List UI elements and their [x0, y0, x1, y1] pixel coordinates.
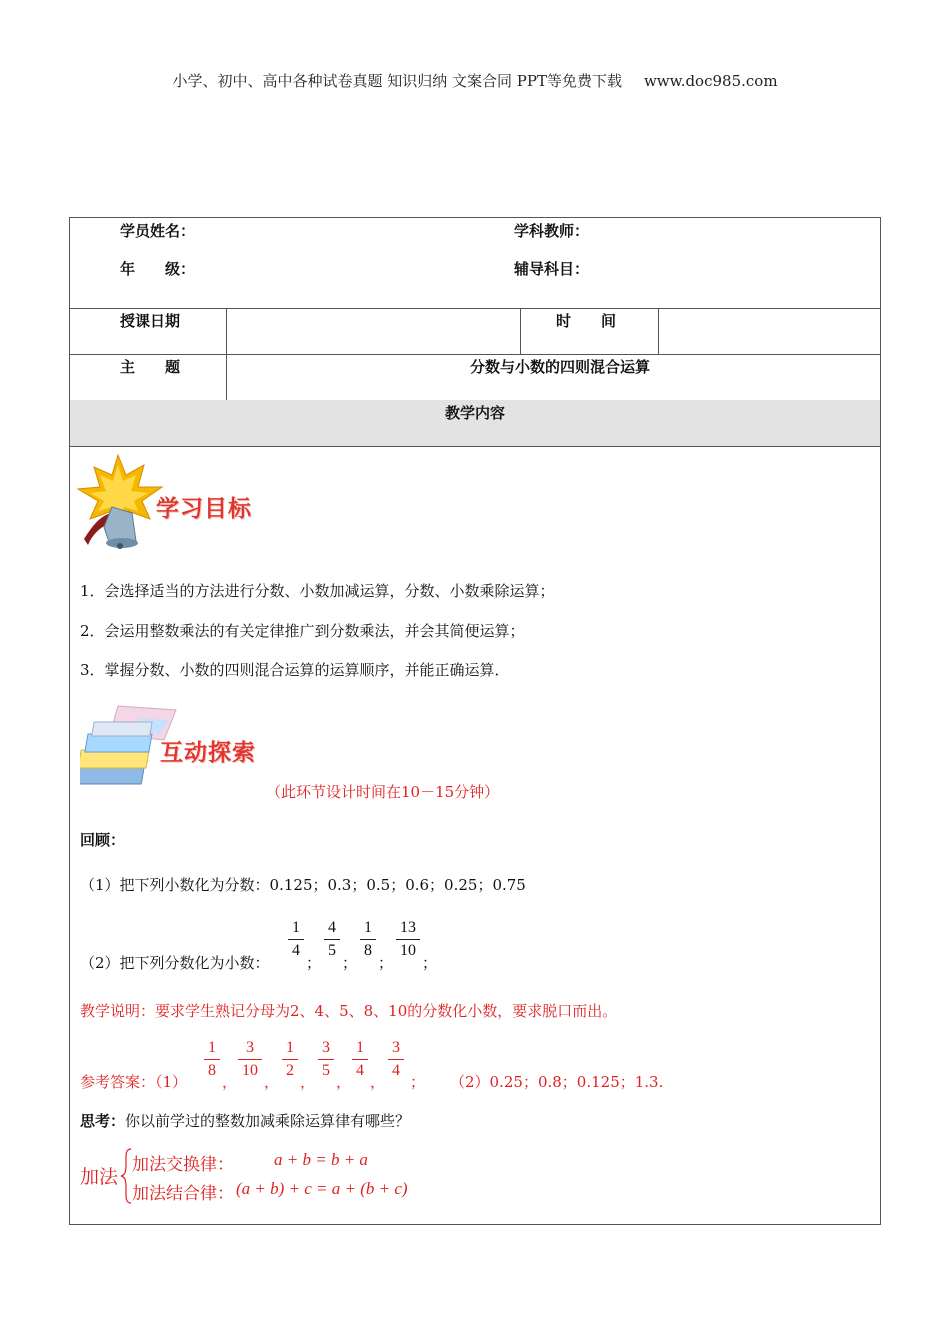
brace-icon — [120, 1148, 132, 1204]
section1-banner: 学习目标 — [156, 496, 252, 522]
law1-name: 加法交换律： — [132, 1155, 234, 1175]
page-header — [0, 70, 950, 91]
law-group-label: 加法 — [80, 1166, 119, 1188]
answer-part2: （2）0.25；0.8；0.125；1.3. — [450, 1073, 664, 1091]
ans-frac-4: 3 5 — [318, 1038, 334, 1081]
header-text: 小学、初中、高中各种试卷真题 知识归纳 文案合同 PPT等免费下载 — [172, 72, 622, 90]
info-row — [70, 218, 880, 309]
ans-frac-2: 3 10 — [238, 1038, 262, 1081]
maple-bell-icon — [76, 453, 166, 551]
think-label: 思考： — [80, 1112, 126, 1130]
q2-frac-2: 4 5 — [324, 918, 340, 961]
law2-formula: (a + b) + c = a + (b + c) — [236, 1179, 408, 1198]
think-text: 你以前学过的整数加减乘除运算律有哪些？ — [125, 1112, 411, 1130]
content-title-row — [70, 400, 880, 447]
ans-sep-6: ； — [410, 1073, 426, 1091]
student-name-label: 学员姓名： — [120, 222, 196, 240]
question-1: （1）把下列小数化为分数：0.125；0.3；0.5；0.6；0.25；0.75 — [80, 876, 526, 894]
law2-name: 加法结合律： — [132, 1184, 234, 1204]
review-label: 回顾： — [80, 831, 126, 849]
topic-value: 分数与小数的四则混合运算 — [470, 358, 651, 376]
ans-sep-5: ， — [370, 1073, 386, 1091]
header-site: www.doc985.com — [643, 72, 778, 90]
section2-banner: 互动探索 — [160, 740, 256, 766]
ans-sep-4: ， — [336, 1073, 352, 1091]
topic-label: 主 题 — [120, 358, 181, 376]
q2-sep-4: ； — [422, 954, 438, 972]
q2-frac-1: 1 4 — [288, 918, 304, 961]
date-row — [70, 308, 880, 355]
question-2-prefix: （2）把下列分数化为小数： — [80, 954, 270, 972]
tutoring-subject-label: 辅导科目： — [514, 260, 590, 278]
law1-formula: a + b = b + a — [274, 1150, 368, 1169]
teaching-note: 教学说明：要求学生熟记分母为2、4、5、8、10的分数化小数，要求脱口而出。 — [80, 1002, 618, 1020]
goal-item-2: 2．会运用整数乘法的有关定律推广到分数乘法，并会其简便运算； — [80, 622, 525, 640]
ans-sep-3: ， — [300, 1073, 316, 1091]
date-label: 授课日期 — [120, 312, 181, 330]
answer-prefix: 参考答案：（1） — [80, 1073, 188, 1091]
ans-frac-5: 1 4 — [352, 1038, 368, 1081]
q2-frac-3: 1 8 — [360, 918, 376, 961]
grade-label: 年 级： — [120, 260, 196, 278]
q2-sep-1: ； — [306, 954, 322, 972]
ans-frac-1: 1 8 — [204, 1038, 220, 1081]
q2-sep-2: ； — [342, 954, 358, 972]
topic-row — [70, 354, 880, 401]
ans-frac-6: 3 4 — [388, 1038, 404, 1081]
ans-sep-2: ， — [264, 1073, 280, 1091]
goal-item-3: 3．掌握分数、小数的四则混合运算的运算顺序，并能正确运算． — [80, 661, 510, 679]
content-title: 教学内容 — [444, 404, 505, 422]
time-label: 时 间 — [556, 312, 617, 330]
time-note: （此环节设计时间在10－15分钟） — [266, 783, 500, 801]
subject-teacher-label: 学科教师： — [514, 222, 590, 240]
q2-frac-4: 13 10 — [396, 918, 420, 961]
q2-sep-3: ； — [378, 954, 394, 972]
ans-frac-3: 1 2 — [282, 1038, 298, 1081]
goal-item-1: 1．会选择适当的方法进行分数、小数加减运算，分数、小数乘除运算； — [80, 582, 555, 600]
ans-sep-1: ， — [222, 1073, 238, 1091]
lesson-sheet — [69, 217, 881, 1225]
